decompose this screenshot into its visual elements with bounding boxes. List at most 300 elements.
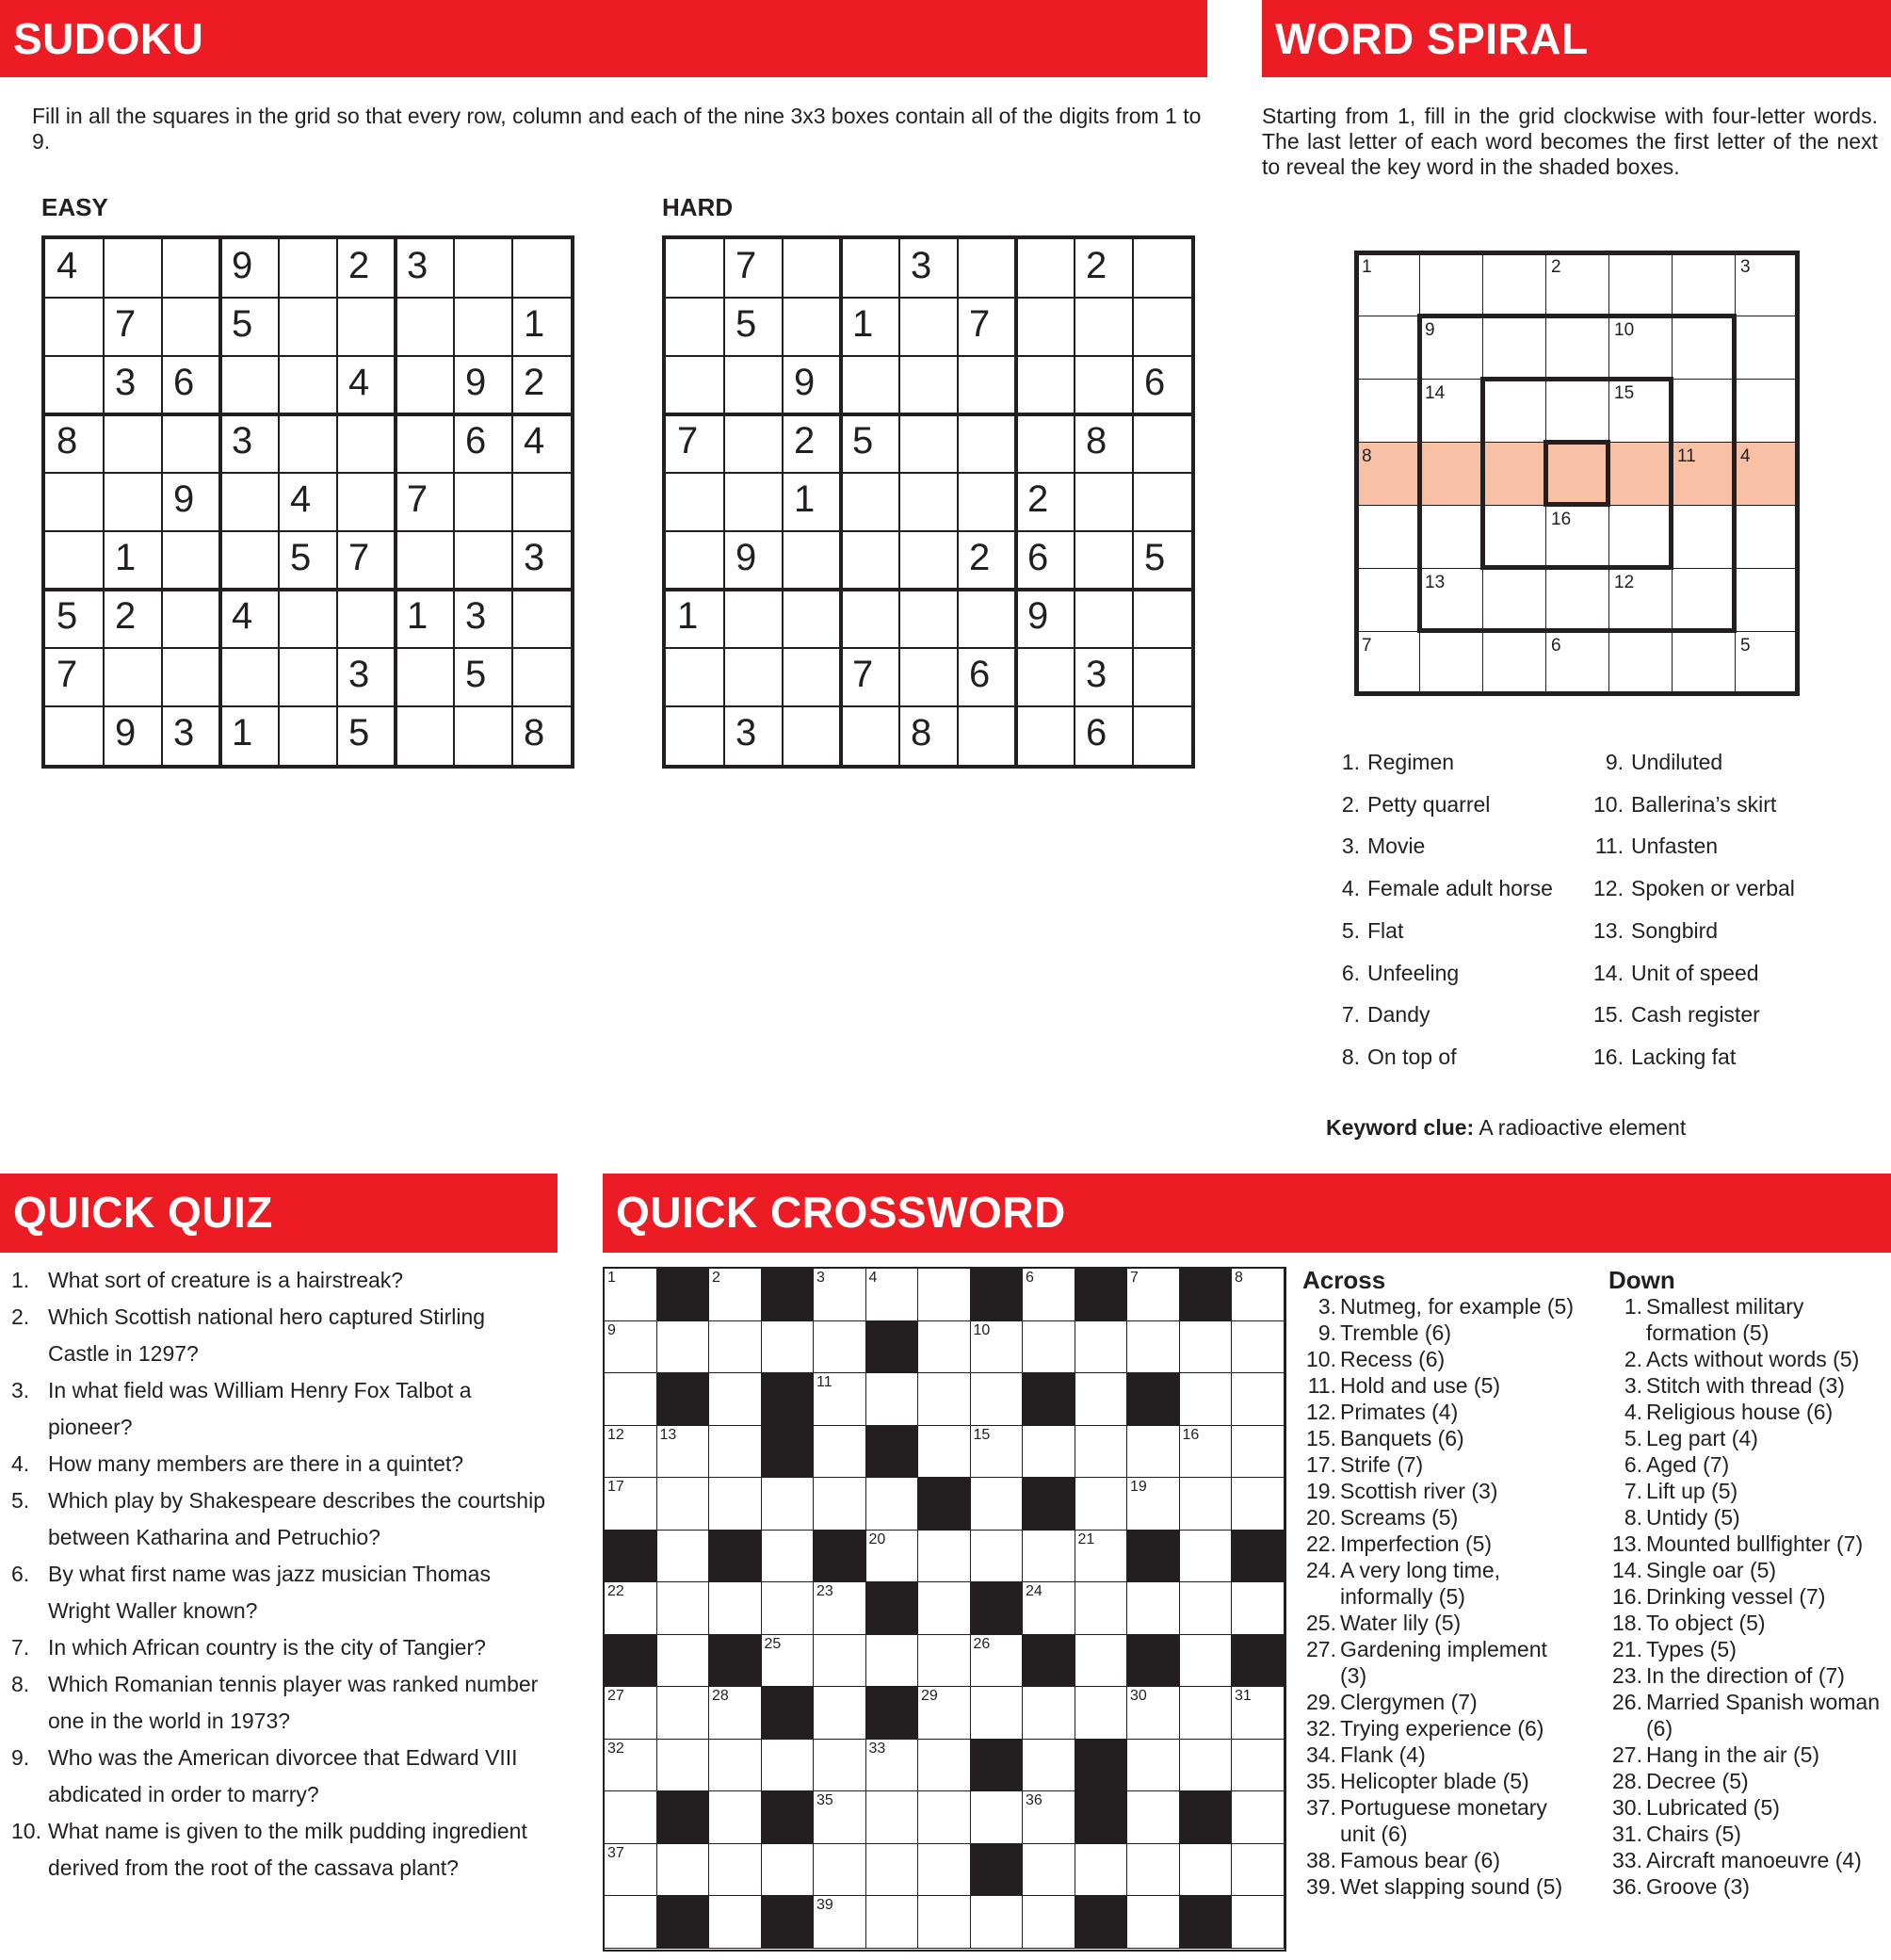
crossword-cell-number: 28 bbox=[712, 1688, 729, 1704]
crossword-cell[interactable] bbox=[1075, 1531, 1128, 1583]
quiz-title: QUICK QUIZ bbox=[13, 1188, 273, 1237]
crossword-cell[interactable] bbox=[918, 1791, 971, 1844]
crossword-black-square bbox=[657, 1373, 710, 1426]
sudoku-given-digit: 5 bbox=[232, 303, 253, 345]
crossword-cell[interactable] bbox=[657, 1531, 710, 1583]
clue-number: 16. bbox=[1612, 1584, 1642, 1609]
spiral-cell-number: 16 bbox=[1551, 510, 1572, 529]
crossword-cell[interactable] bbox=[1023, 1426, 1075, 1479]
crossword-cell[interactable] bbox=[1180, 1582, 1233, 1635]
quiz-question-text: What name is given to the milk pudding ingredient derived from the root of the cassava plant? bbox=[48, 1819, 527, 1880]
word-spiral-clues-right bbox=[1592, 749, 1883, 1088]
quiz-question-number: 8. bbox=[11, 1672, 30, 1696]
crossword-cell[interactable] bbox=[1232, 1740, 1285, 1792]
crossword-cell[interactable] bbox=[1075, 1687, 1128, 1740]
crossword-cell[interactable] bbox=[971, 1791, 1024, 1844]
crossword-cell[interactable] bbox=[918, 1635, 971, 1688]
crossword-cell-number: 3 bbox=[816, 1270, 825, 1286]
crossword-cell[interactable] bbox=[814, 1740, 866, 1792]
spiral-clue-number: 4. bbox=[1341, 876, 1360, 901]
clue-number: 20. bbox=[1306, 1505, 1336, 1530]
crossword-cell[interactable] bbox=[1180, 1531, 1233, 1583]
sudoku-given-digit: 2 bbox=[794, 420, 816, 462]
spiral-clue bbox=[1592, 960, 1759, 986]
crossword-cell[interactable] bbox=[918, 1687, 971, 1740]
crossword-cell[interactable] bbox=[1180, 1478, 1233, 1531]
crossword-cell[interactable] bbox=[762, 1478, 815, 1531]
down-clue bbox=[1608, 1662, 1887, 1689]
crossword-cell[interactable] bbox=[709, 1896, 762, 1949]
crossword-cell[interactable] bbox=[709, 1321, 762, 1374]
clue-text: Wet slapping sound (5) bbox=[1340, 1874, 1563, 1899]
across-clue bbox=[1302, 1689, 1576, 1715]
crossword-cell[interactable] bbox=[1180, 1687, 1233, 1740]
crossword-cell[interactable] bbox=[709, 1844, 762, 1897]
crossword-cell[interactable] bbox=[866, 1896, 919, 1949]
clue-text: Clergymen (7) bbox=[1340, 1690, 1478, 1714]
crossword-cell-number: 35 bbox=[816, 1792, 833, 1808]
crossword-cell[interactable] bbox=[918, 1582, 971, 1635]
crossword-black-square bbox=[657, 1269, 710, 1321]
sudoku-grid-line bbox=[45, 705, 571, 707]
clue-number: 5. bbox=[1624, 1426, 1642, 1450]
crossword-cell[interactable] bbox=[918, 1896, 971, 1949]
crossword-black-square bbox=[762, 1687, 815, 1740]
crossword-cell[interactable] bbox=[657, 1478, 710, 1531]
clue-number: 37. bbox=[1306, 1795, 1336, 1820]
word-spiral-banner bbox=[1262, 0, 1891, 77]
quiz-question-text: Which Romanian tennis player was ranked number one in the world in 1973? bbox=[48, 1672, 539, 1733]
spiral-cell-number: 11 bbox=[1677, 446, 1696, 466]
crossword-cell[interactable] bbox=[1180, 1635, 1233, 1688]
sudoku-grid-line bbox=[666, 355, 1191, 357]
across-clue bbox=[1302, 1715, 1576, 1741]
spiral-cell-number: 7 bbox=[1362, 636, 1372, 656]
crossword-cell[interactable] bbox=[709, 1426, 762, 1479]
crossword-cell[interactable] bbox=[1023, 1791, 1075, 1844]
crossword-cell-number: 18 bbox=[921, 1479, 938, 1495]
crossword-cell[interactable] bbox=[814, 1896, 866, 1949]
crossword-cell[interactable] bbox=[1232, 1426, 1285, 1479]
crossword-cell-number: 36 bbox=[1026, 1792, 1042, 1808]
crossword-cell[interactable] bbox=[605, 1740, 657, 1792]
clue-number: 17. bbox=[1306, 1452, 1336, 1477]
crossword-cell[interactable] bbox=[814, 1373, 866, 1426]
word-spiral-instructions: Starting from 1, fill in the grid clockwise with four-letter words. The last letter of each word becomes the first letter of the next to reveal the key word in the shaded boxes. bbox=[1262, 104, 1878, 179]
sudoku-grid-line bbox=[666, 647, 1191, 649]
crossword-cell-number: 4 bbox=[868, 1270, 878, 1286]
crossword-black-square bbox=[814, 1531, 866, 1583]
spiral-clue-text: Cash register bbox=[1631, 1002, 1760, 1028]
crossword-cell[interactable] bbox=[971, 1478, 1024, 1531]
sudoku-given-digit: 6 bbox=[465, 420, 487, 462]
across-clue bbox=[1302, 1451, 1576, 1478]
crossword-black-square bbox=[1075, 1896, 1128, 1949]
down-clue bbox=[1608, 1531, 1887, 1557]
crossword-cell[interactable] bbox=[657, 1321, 710, 1374]
across-clue-list bbox=[1302, 1293, 1576, 1900]
crossword-cell[interactable] bbox=[657, 1635, 710, 1688]
crossword-cell[interactable] bbox=[657, 1582, 710, 1635]
spiral-clue-text: Petty quarrel bbox=[1367, 791, 1491, 817]
clue-number: 33. bbox=[1612, 1848, 1642, 1872]
across-heading: Across bbox=[1302, 1266, 1386, 1294]
crossword-cell[interactable] bbox=[814, 1844, 866, 1897]
crossword-cell[interactable] bbox=[709, 1687, 762, 1740]
clue-text: Mounted bullfighter (7) bbox=[1646, 1531, 1864, 1556]
clue-number: 6. bbox=[1624, 1452, 1642, 1477]
crossword-cell[interactable] bbox=[657, 1844, 710, 1897]
across-clue bbox=[1302, 1320, 1576, 1346]
crossword-cell[interactable] bbox=[866, 1531, 919, 1583]
sudoku-grid-line bbox=[839, 239, 843, 765]
sudoku-easy-grid bbox=[41, 235, 574, 769]
sudoku-banner bbox=[0, 0, 1207, 77]
crossword-cell[interactable] bbox=[762, 1740, 815, 1792]
clue-number: 10. bbox=[1306, 1347, 1336, 1371]
crossword-cell[interactable] bbox=[971, 1896, 1024, 1949]
crossword-cell[interactable] bbox=[814, 1478, 866, 1531]
clue-number: 35. bbox=[1306, 1769, 1336, 1793]
crossword-cell[interactable] bbox=[605, 1844, 657, 1897]
sudoku-given-digit: 3 bbox=[1086, 654, 1107, 695]
crossword-cell[interactable] bbox=[1023, 1582, 1075, 1635]
sudoku-instructions: Fill in all the squares in the grid so that every row, column and each of the nine 3x3 boxes contain all of the digits from 1 to 9. bbox=[32, 104, 1202, 154]
spiral-clue-text: Undiluted bbox=[1631, 750, 1723, 774]
clue-text: Imperfection (5) bbox=[1340, 1531, 1493, 1556]
sudoku-grid-line bbox=[45, 472, 571, 474]
sudoku-given-digit: 4 bbox=[348, 362, 370, 403]
spiral-clue bbox=[1592, 1044, 1736, 1070]
crossword-cell[interactable] bbox=[866, 1740, 919, 1792]
crossword-cell[interactable] bbox=[1127, 1269, 1180, 1321]
quiz-question-text: What sort of creature is a hairstreak? bbox=[48, 1268, 404, 1292]
crossword-cell[interactable] bbox=[866, 1844, 919, 1897]
across-clue bbox=[1302, 1847, 1576, 1873]
sudoku-given-digit: 7 bbox=[677, 420, 699, 462]
crossword-cell[interactable] bbox=[709, 1791, 762, 1844]
crossword-cell[interactable] bbox=[762, 1635, 815, 1688]
spiral-clue-number: 7. bbox=[1341, 1002, 1360, 1028]
crossword-cell[interactable] bbox=[605, 1687, 657, 1740]
crossword-cell[interactable] bbox=[709, 1373, 762, 1426]
crossword-cell[interactable] bbox=[1232, 1791, 1285, 1844]
crossword-cell[interactable] bbox=[918, 1373, 971, 1426]
crossword-cell[interactable] bbox=[605, 1321, 657, 1374]
sudoku-given-digit: 7 bbox=[735, 245, 757, 286]
crossword-black-square bbox=[1232, 1635, 1285, 1688]
crossword-cell[interactable] bbox=[1075, 1426, 1128, 1479]
crossword-cell[interactable] bbox=[762, 1582, 815, 1635]
crossword-cell[interactable] bbox=[1075, 1635, 1128, 1688]
crossword-cell[interactable] bbox=[657, 1426, 710, 1479]
sudoku-given-digit: 2 bbox=[1027, 478, 1049, 520]
crossword-cell[interactable] bbox=[1180, 1373, 1233, 1426]
crossword-cell[interactable] bbox=[1075, 1373, 1128, 1426]
crossword-cell[interactable] bbox=[1232, 1896, 1285, 1949]
crossword-cell[interactable] bbox=[814, 1582, 866, 1635]
crossword-black-square bbox=[657, 1791, 710, 1844]
sudoku-given-digit: 9 bbox=[735, 537, 757, 578]
clue-number: 18. bbox=[1612, 1611, 1642, 1635]
spiral-clue-number: 12. bbox=[1593, 876, 1624, 901]
spiral-clue-number: 11. bbox=[1594, 834, 1624, 859]
sudoku-given-digit: 9 bbox=[232, 245, 253, 286]
crossword-cell[interactable] bbox=[814, 1635, 866, 1688]
crossword-cell[interactable] bbox=[605, 1582, 657, 1635]
spiral-clue-number: 5. bbox=[1341, 917, 1360, 943]
crossword-cell[interactable] bbox=[605, 1373, 657, 1426]
crossword-cell[interactable] bbox=[1023, 1896, 1075, 1949]
sudoku-title: SUDOKU bbox=[13, 14, 204, 63]
sudoku-grid-line bbox=[898, 239, 900, 765]
quiz-question-text: Which play by Shakespeare describes the courtship between Katharina and Petruchio? bbox=[48, 1488, 546, 1549]
crossword-cell[interactable] bbox=[1180, 1321, 1233, 1374]
crossword-cell[interactable] bbox=[1075, 1582, 1128, 1635]
spiral-clue-text: Regimen bbox=[1367, 750, 1455, 774]
crossword-black-square bbox=[1075, 1269, 1128, 1321]
crossword-cell[interactable] bbox=[709, 1582, 762, 1635]
crossword-black-square bbox=[971, 1269, 1024, 1321]
crossword-cell[interactable] bbox=[657, 1687, 710, 1740]
clue-text: Tremble (6) bbox=[1340, 1320, 1451, 1345]
crossword-cell[interactable] bbox=[1127, 1426, 1180, 1479]
crossword-cell[interactable] bbox=[1232, 1373, 1285, 1426]
sudoku-given-digit: 9 bbox=[794, 362, 816, 403]
crossword-cell[interactable] bbox=[1180, 1844, 1233, 1897]
spiral-clue-number: 9. bbox=[1605, 750, 1624, 774]
crossword-cell[interactable] bbox=[1023, 1321, 1075, 1374]
crossword-cell[interactable] bbox=[866, 1478, 919, 1531]
crossword-cell[interactable] bbox=[814, 1269, 866, 1321]
crossword-cell[interactable] bbox=[1023, 1269, 1075, 1321]
keyword-clue-label: Keyword clue: bbox=[1326, 1115, 1475, 1140]
crossword-cell[interactable] bbox=[1232, 1321, 1285, 1374]
crossword-cell[interactable] bbox=[1127, 1321, 1180, 1374]
quiz-question-number: 1. bbox=[11, 1268, 30, 1292]
crossword-cell-number: 27 bbox=[607, 1688, 624, 1704]
down-heading: Down bbox=[1608, 1266, 1675, 1294]
crossword-cell-number: 6 bbox=[1026, 1270, 1034, 1286]
crossword-cell[interactable] bbox=[1023, 1531, 1075, 1583]
crossword-cell-number: 11 bbox=[816, 1374, 832, 1390]
crossword-cell[interactable] bbox=[1023, 1844, 1075, 1897]
spiral-clue-text: Unfasten bbox=[1631, 834, 1719, 859]
sudoku-given-digit: 4 bbox=[290, 478, 312, 520]
crossword-cell[interactable] bbox=[1232, 1844, 1285, 1897]
sudoku-given-digit: 4 bbox=[524, 420, 545, 462]
sudoku-given-digit: 5 bbox=[57, 595, 78, 637]
sudoku-given-digit: 8 bbox=[57, 420, 78, 462]
sudoku-given-digit: 9 bbox=[115, 712, 137, 753]
sudoku-given-digit: 3 bbox=[524, 537, 545, 578]
crossword-cell[interactable] bbox=[1232, 1478, 1285, 1531]
clue-number: 11. bbox=[1307, 1373, 1336, 1398]
crossword-cell[interactable] bbox=[971, 1373, 1024, 1426]
across-clue bbox=[1302, 1372, 1576, 1399]
down-clue bbox=[1608, 1689, 1887, 1741]
down-clue bbox=[1608, 1346, 1887, 1372]
crossword-cell[interactable] bbox=[1127, 1791, 1180, 1844]
sudoku-grid-line bbox=[45, 413, 571, 416]
crossword-cell[interactable] bbox=[918, 1426, 971, 1479]
crossword-cell[interactable] bbox=[709, 1269, 762, 1321]
crossword-cell[interactable] bbox=[971, 1635, 1024, 1688]
sudoku-grid-line bbox=[782, 239, 784, 765]
crossword-black-square bbox=[709, 1531, 762, 1583]
crossword-cell[interactable] bbox=[1075, 1321, 1128, 1374]
crossword-cell[interactable] bbox=[1127, 1896, 1180, 1949]
sudoku-grid-line bbox=[1132, 239, 1134, 765]
sudoku-given-digit: 7 bbox=[969, 303, 991, 345]
spiral-clue bbox=[1592, 833, 1718, 859]
crossword-cell[interactable] bbox=[1127, 1478, 1180, 1531]
clue-text: Untidy (5) bbox=[1646, 1505, 1740, 1530]
crossword-cell[interactable] bbox=[762, 1531, 815, 1583]
sudoku-given-digit: 8 bbox=[911, 712, 932, 753]
spiral-clue-text: Unfeeling bbox=[1367, 960, 1460, 985]
clue-text: Decree (5) bbox=[1646, 1769, 1749, 1793]
crossword-cell[interactable] bbox=[605, 1896, 657, 1949]
clue-text: Aircraft manoeuvre (4) bbox=[1646, 1848, 1862, 1872]
across-clue bbox=[1302, 1636, 1576, 1689]
sudoku-given-digit: 1 bbox=[852, 303, 874, 345]
sudoku-given-digit: 3 bbox=[465, 595, 487, 637]
crossword-cell-number: 26 bbox=[973, 1635, 991, 1652]
sudoku-given-digit: 4 bbox=[57, 245, 78, 286]
spiral-clue-number: 6. bbox=[1341, 960, 1360, 985]
crossword-cell[interactable] bbox=[918, 1269, 971, 1321]
sudoku-given-digit: 7 bbox=[115, 303, 137, 345]
clue-text: Strife (7) bbox=[1340, 1452, 1424, 1477]
crossword-cell[interactable] bbox=[1023, 1740, 1075, 1792]
sudoku-given-digit: 3 bbox=[115, 362, 137, 403]
across-clue bbox=[1302, 1478, 1576, 1504]
spiral-clue-number: 3. bbox=[1341, 834, 1360, 859]
crossword-cell[interactable] bbox=[1180, 1426, 1233, 1479]
crossword-cell[interactable] bbox=[605, 1478, 657, 1531]
crossword-cell[interactable] bbox=[762, 1844, 815, 1897]
crossword-cell[interactable] bbox=[918, 1740, 971, 1792]
crossword-cell[interactable] bbox=[866, 1635, 919, 1688]
crossword-cell[interactable] bbox=[814, 1687, 866, 1740]
crossword-cell[interactable] bbox=[1232, 1269, 1285, 1321]
clue-text: A very long time, informally (5) bbox=[1340, 1558, 1501, 1609]
sudoku-given-digit: 8 bbox=[524, 712, 545, 753]
crossword-black-square bbox=[971, 1740, 1024, 1792]
across-clue bbox=[1302, 1610, 1576, 1636]
crossword-cell[interactable] bbox=[1180, 1740, 1233, 1792]
spiral-clue bbox=[1328, 917, 1403, 944]
spiral-clue bbox=[1592, 1001, 1760, 1028]
down-clue bbox=[1608, 1741, 1887, 1768]
clue-text: Smallest military formation (5) bbox=[1646, 1294, 1804, 1345]
clue-text: Religious house (6) bbox=[1646, 1400, 1834, 1424]
clue-number: 25. bbox=[1306, 1611, 1336, 1635]
crossword-cell[interactable] bbox=[605, 1269, 657, 1321]
sudoku-given-digit: 3 bbox=[173, 712, 195, 753]
crossword-cell[interactable] bbox=[1075, 1478, 1128, 1531]
crossword-cell[interactable] bbox=[814, 1791, 866, 1844]
sudoku-given-digit: 7 bbox=[57, 654, 78, 695]
crossword-cell[interactable] bbox=[1127, 1740, 1180, 1792]
crossword-cell[interactable] bbox=[762, 1321, 815, 1374]
sudoku-grid-line bbox=[511, 239, 513, 765]
clue-text: Groove (3) bbox=[1646, 1874, 1750, 1899]
clue-text: Chairs (5) bbox=[1646, 1822, 1741, 1846]
crossword-cell[interactable] bbox=[1075, 1844, 1128, 1897]
crossword-cell[interactable] bbox=[1127, 1687, 1180, 1740]
crossword-black-square bbox=[1127, 1635, 1180, 1688]
crossword-cell[interactable] bbox=[709, 1740, 762, 1792]
across-clue bbox=[1302, 1531, 1576, 1557]
crossword-cell[interactable] bbox=[1127, 1582, 1180, 1635]
sudoku-given-digit: 6 bbox=[1086, 712, 1107, 753]
quiz-question-number: 4. bbox=[11, 1451, 30, 1476]
crossword-cell[interactable] bbox=[605, 1426, 657, 1479]
crossword-cell[interactable] bbox=[605, 1791, 657, 1844]
crossword-cell[interactable] bbox=[971, 1531, 1024, 1583]
quiz-question bbox=[11, 1740, 548, 1813]
crossword-cell[interactable] bbox=[918, 1321, 971, 1374]
crossword-black-square bbox=[762, 1791, 815, 1844]
crossword-grid bbox=[603, 1267, 1286, 1952]
crossword-cell-number: 20 bbox=[868, 1531, 886, 1547]
sudoku-given-digit: 5 bbox=[735, 303, 757, 345]
sudoku-given-digit: 4 bbox=[232, 595, 253, 637]
crossword-black-square bbox=[605, 1531, 657, 1583]
spiral-clue-text: Movie bbox=[1367, 834, 1426, 859]
sudoku-given-digit: 9 bbox=[173, 478, 195, 520]
crossword-cell[interactable] bbox=[866, 1269, 919, 1321]
crossword-cell[interactable] bbox=[1127, 1844, 1180, 1897]
crossword-black-square bbox=[1075, 1740, 1128, 1792]
crossword-cell-number: 30 bbox=[1130, 1688, 1147, 1704]
crossword-black-square bbox=[1023, 1373, 1075, 1426]
crossword-black-square bbox=[866, 1687, 919, 1740]
crossword-cell[interactable] bbox=[1232, 1687, 1285, 1740]
crossword-cell[interactable] bbox=[918, 1531, 971, 1583]
crossword-cell[interactable] bbox=[814, 1321, 866, 1374]
crossword-black-square bbox=[866, 1321, 919, 1374]
spiral-clue-number: 2. bbox=[1341, 791, 1360, 817]
keyword-clue bbox=[1326, 1114, 1686, 1141]
crossword-cell[interactable] bbox=[814, 1426, 866, 1479]
down-clue bbox=[1608, 1557, 1887, 1583]
crossword-cell[interactable] bbox=[866, 1791, 919, 1844]
crossword-cell[interactable] bbox=[657, 1740, 710, 1792]
crossword-cell[interactable] bbox=[866, 1373, 919, 1426]
clue-number: 13. bbox=[1612, 1531, 1642, 1556]
crossword-cell[interactable] bbox=[918, 1844, 971, 1897]
crossword-cell[interactable] bbox=[709, 1478, 762, 1531]
across-clue bbox=[1302, 1425, 1576, 1451]
spiral-clue bbox=[1592, 791, 1776, 818]
down-clue bbox=[1608, 1372, 1887, 1399]
clue-text: Scottish river (3) bbox=[1340, 1479, 1498, 1503]
spiral-clue bbox=[1592, 875, 1795, 901]
sudoku-given-digit: 5 bbox=[1144, 537, 1166, 578]
crossword-cell[interactable] bbox=[971, 1687, 1024, 1740]
crossword-cell[interactable] bbox=[971, 1321, 1024, 1374]
clue-number: 14. bbox=[1612, 1558, 1642, 1582]
clue-number: 8. bbox=[1624, 1505, 1642, 1530]
quiz-question bbox=[11, 1262, 548, 1299]
crossword-black-square bbox=[1180, 1269, 1233, 1321]
crossword-cell[interactable] bbox=[1232, 1582, 1285, 1635]
crossword-cell[interactable] bbox=[1023, 1687, 1075, 1740]
crossword-cell[interactable] bbox=[971, 1426, 1024, 1479]
